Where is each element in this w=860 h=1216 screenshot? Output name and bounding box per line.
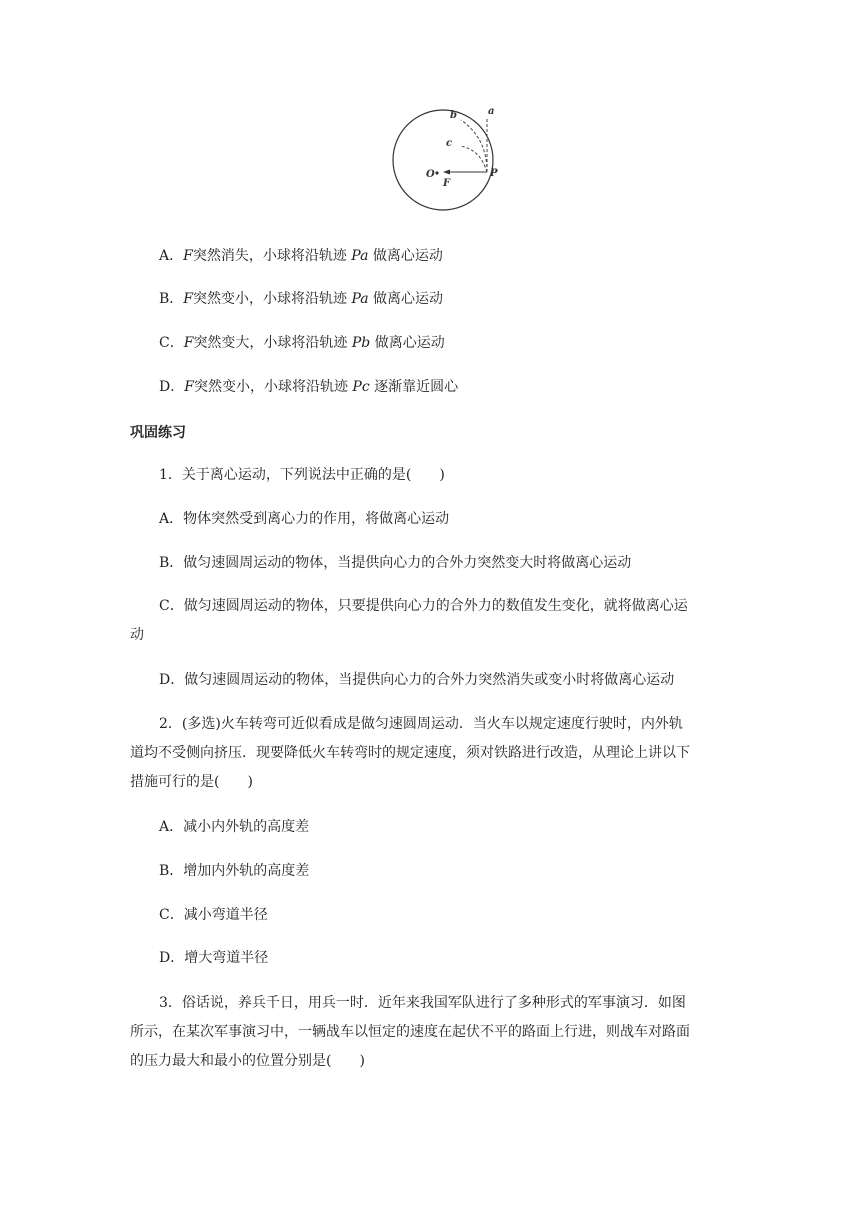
- option-c-prefix: C．: [159, 335, 184, 351]
- q1-option-b: B．做匀速圆周运动的物体，当提供向心力的合外力突然变大时将做离心运动: [159, 555, 632, 571]
- q1-stem: 1．关于离心运动，下列说法中正确的是( ): [159, 467, 445, 483]
- q1-option-c-line1: C．做匀速圆周运动的物体，只要提供向心力的合外力的数值发生变化，就将做离心运: [159, 598, 688, 614]
- option-b-traj: Pa: [351, 291, 369, 307]
- option-a: [159, 246, 443, 266]
- section-title: 巩固练习: [130, 425, 186, 441]
- option-d: [159, 377, 458, 397]
- q2-stem-line1: 2．(多选)火车转弯可近似看成是做匀速圆周运动．当火车以规定速度行驶时，内外轨: [159, 716, 683, 732]
- option-c: [159, 333, 445, 353]
- label-f: F: [443, 178, 451, 189]
- option-a-traj: Pa: [351, 248, 369, 264]
- option-a-suffix: 做离心运动: [368, 248, 443, 264]
- label-a: a: [488, 106, 495, 117]
- option-a-prefix: A．: [159, 248, 184, 264]
- option-b-var: F: [183, 291, 194, 307]
- q3-stem-line3: 的压力最大和最小的位置分别是( ): [130, 1053, 365, 1069]
- option-c-mid: 突然变大，小球将沿轨迹: [193, 335, 352, 351]
- option-c-suffix: 做离心运动: [370, 335, 445, 351]
- option-a-var: F: [183, 248, 193, 264]
- q2-option-d: D．增大弯道半径: [159, 950, 269, 966]
- q2-stem-line3: 措施可行的是( ): [130, 774, 253, 790]
- option-d-suffix: 逐渐靠近圆心: [369, 379, 459, 395]
- q2-option-c: C．减小弯道半径: [159, 907, 268, 923]
- q1-option-a: A．物体突然受到离心力的作用，将做离心运动: [159, 511, 450, 527]
- trajectory-c: [460, 146, 487, 172]
- q2-option-a: A．减小内外轨的高度差: [159, 819, 310, 835]
- q1-option-c-line2: 动: [130, 627, 144, 643]
- option-d-mid: 突然变小，小球将沿轨迹: [193, 379, 353, 395]
- option-d-prefix: D．: [159, 379, 185, 395]
- circle-orbit: [393, 110, 493, 210]
- option-b-mid: 突然变小，小球将沿轨迹: [193, 291, 352, 307]
- q2-stem-line2: 道均不受侧向挤压．现要降低火车转弯时的规定速度，须对铁路进行改造，从理论上讲以下: [130, 745, 690, 761]
- q3-stem-line1: 3．俗话说，养兵千日，用兵一时．近年来我国军队进行了多种形式的军事演习．如图: [159, 995, 686, 1011]
- option-b: [159, 289, 443, 309]
- label-o: O: [426, 169, 435, 180]
- option-b-prefix: B．: [159, 291, 184, 307]
- option-c-traj: Pb: [351, 335, 371, 351]
- q2-option-b: B．增加内外轨的高度差: [159, 863, 310, 879]
- q1-option-d: D．做匀速圆周运动的物体，当提供向心力的合外力突然消失或变小时将做离心运动: [159, 672, 675, 688]
- label-p: P: [490, 168, 498, 179]
- label-c: c: [446, 138, 453, 149]
- q3-stem-line2: 所示，在某次军事演习中，一辆战车以恒定的速度在起伏不平的路面上行进，则战车对路面: [130, 1024, 690, 1040]
- option-b-suffix: 做离心运动: [368, 291, 444, 307]
- center-point: [435, 171, 438, 174]
- option-d-var: F: [184, 379, 194, 395]
- trajectory-b: [461, 120, 487, 172]
- option-d-traj: Pc: [352, 379, 370, 395]
- circular-motion-figure: [388, 100, 506, 222]
- option-a-mid: 突然消失，小球将沿轨迹: [192, 248, 352, 264]
- option-c-var: F: [183, 335, 194, 351]
- label-b: b: [450, 110, 457, 121]
- force-arrowhead: [443, 170, 450, 175]
